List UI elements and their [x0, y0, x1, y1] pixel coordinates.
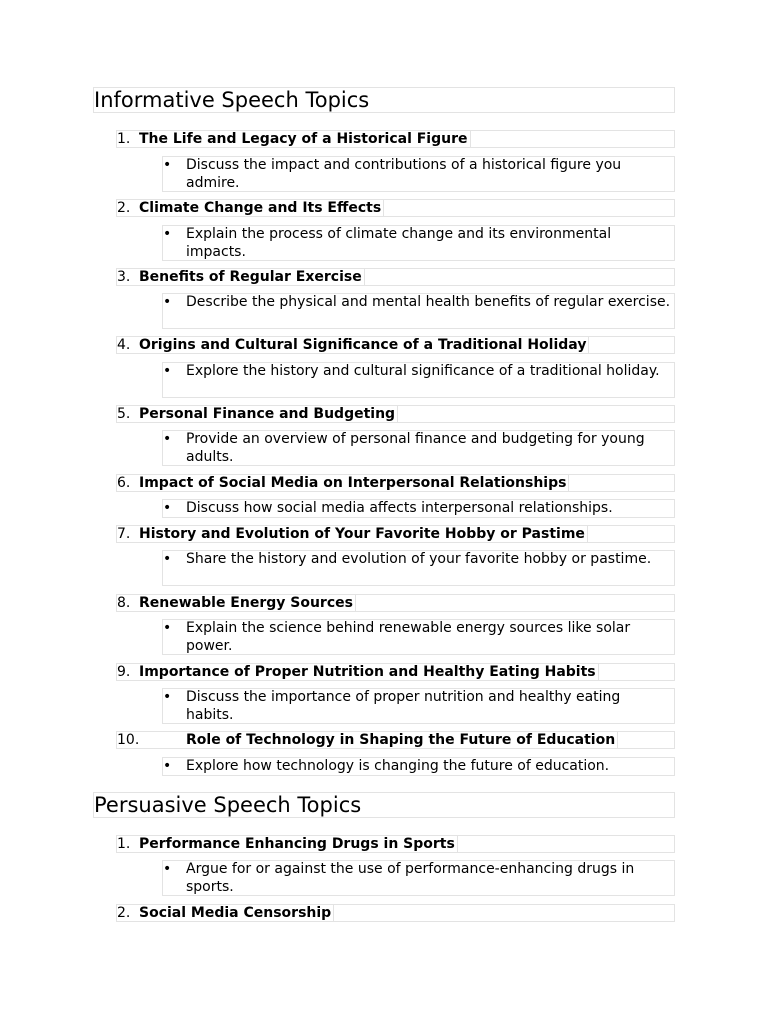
item-number: 9. [117, 664, 131, 680]
bullet-icon: • [163, 294, 172, 310]
bullet-icon: • [163, 226, 172, 242]
item-title: The Life and Legacy of a Historical Figure [139, 131, 471, 147]
item-title: Climate Change and Its Effects [139, 200, 384, 216]
bullet-text: Explain the science behind renewable energy sources like solar power. [186, 620, 631, 654]
item-number: 5. [117, 406, 131, 422]
bullet-icon: • [163, 363, 172, 379]
item-number: 2. [117, 200, 131, 216]
list-item [116, 405, 675, 423]
item-title: Renewable Energy Sources [139, 595, 356, 611]
item-number: 1. [117, 836, 131, 852]
item-title: Social Media Censorship [139, 905, 334, 921]
bullet-text: Discuss how social media affects interpersonal relationships. [186, 500, 613, 516]
bullet-item [162, 499, 675, 518]
item-number: 7. [117, 526, 131, 542]
bullet-text: Describe the physical and mental health benefits of regular exercise. [186, 294, 671, 310]
bullet-text: Share the history and evolution of your favorite hobby or pastime. [186, 551, 652, 567]
item-title: Importance of Proper Nutrition and Healthy Eating Habits [139, 664, 599, 680]
item-number: 6. [117, 475, 131, 491]
list-item [116, 594, 675, 612]
list-item [116, 474, 675, 492]
item-title: Origins and Cultural Significance of a Traditional Holiday [139, 337, 589, 353]
list-item [116, 525, 675, 543]
bullet-text: Explore the history and cultural significance of a traditional holiday. [186, 363, 660, 379]
list-item [116, 199, 675, 217]
item-number: 2. [117, 905, 131, 921]
item-title: Role of Technology in Shaping the Future of Education [186, 732, 618, 748]
bullet-icon: • [163, 689, 172, 705]
list-item [116, 336, 675, 354]
bullet-item [162, 550, 675, 586]
bullet-item [162, 860, 675, 896]
bullet-text: Explore how technology is changing the future of education. [186, 758, 610, 774]
bullet-icon: • [163, 620, 172, 636]
item-number: 10. [117, 732, 140, 748]
item-title: Personal Finance and Budgeting [139, 406, 398, 422]
bullet-item [162, 757, 675, 776]
item-title: Performance Enhancing Drugs in Sports [139, 836, 458, 852]
bullet-icon: • [163, 861, 172, 877]
bullet-item [162, 619, 675, 655]
section-heading-persuasive: Persuasive Speech Topics [93, 792, 675, 818]
item-number: 3. [117, 269, 131, 285]
bullet-text: Discuss the impact and contributions of a historical figure you admire. [186, 157, 622, 191]
bullet-text: Argue for or against the use of performance-enhancing drugs in sports. [186, 861, 635, 895]
bullet-item [162, 293, 675, 329]
bullet-icon: • [163, 758, 172, 774]
bullet-item [162, 225, 675, 261]
list-item [116, 904, 675, 922]
bullet-item [162, 688, 675, 724]
bullet-icon: • [163, 551, 172, 567]
section-heading-informative: Informative Speech Topics [93, 87, 675, 113]
bullet-text: Discuss the importance of proper nutrition and healthy eating habits. [186, 689, 621, 723]
item-title: Impact of Social Media on Interpersonal Relationships [139, 475, 569, 491]
list-item [116, 663, 675, 681]
list-item [116, 835, 675, 853]
item-title: Benefits of Regular Exercise [139, 269, 365, 285]
item-number: 8. [117, 595, 131, 611]
bullet-item [162, 430, 675, 466]
item-number: 1. [117, 131, 131, 147]
bullet-icon: • [163, 157, 172, 173]
bullet-text: Provide an overview of personal finance and budgeting for young adults. [186, 431, 645, 465]
bullet-text: Explain the process of climate change and its environmental impacts. [186, 226, 612, 260]
bullet-icon: • [163, 431, 172, 447]
item-number: 4. [117, 337, 131, 353]
bullet-item [162, 362, 675, 398]
bullet-icon: • [163, 500, 172, 516]
list-item [116, 731, 675, 749]
bullet-item [162, 156, 675, 192]
item-title: History and Evolution of Your Favorite Hobby or Pastime [139, 526, 588, 542]
list-item [116, 130, 675, 148]
list-item [116, 268, 675, 286]
